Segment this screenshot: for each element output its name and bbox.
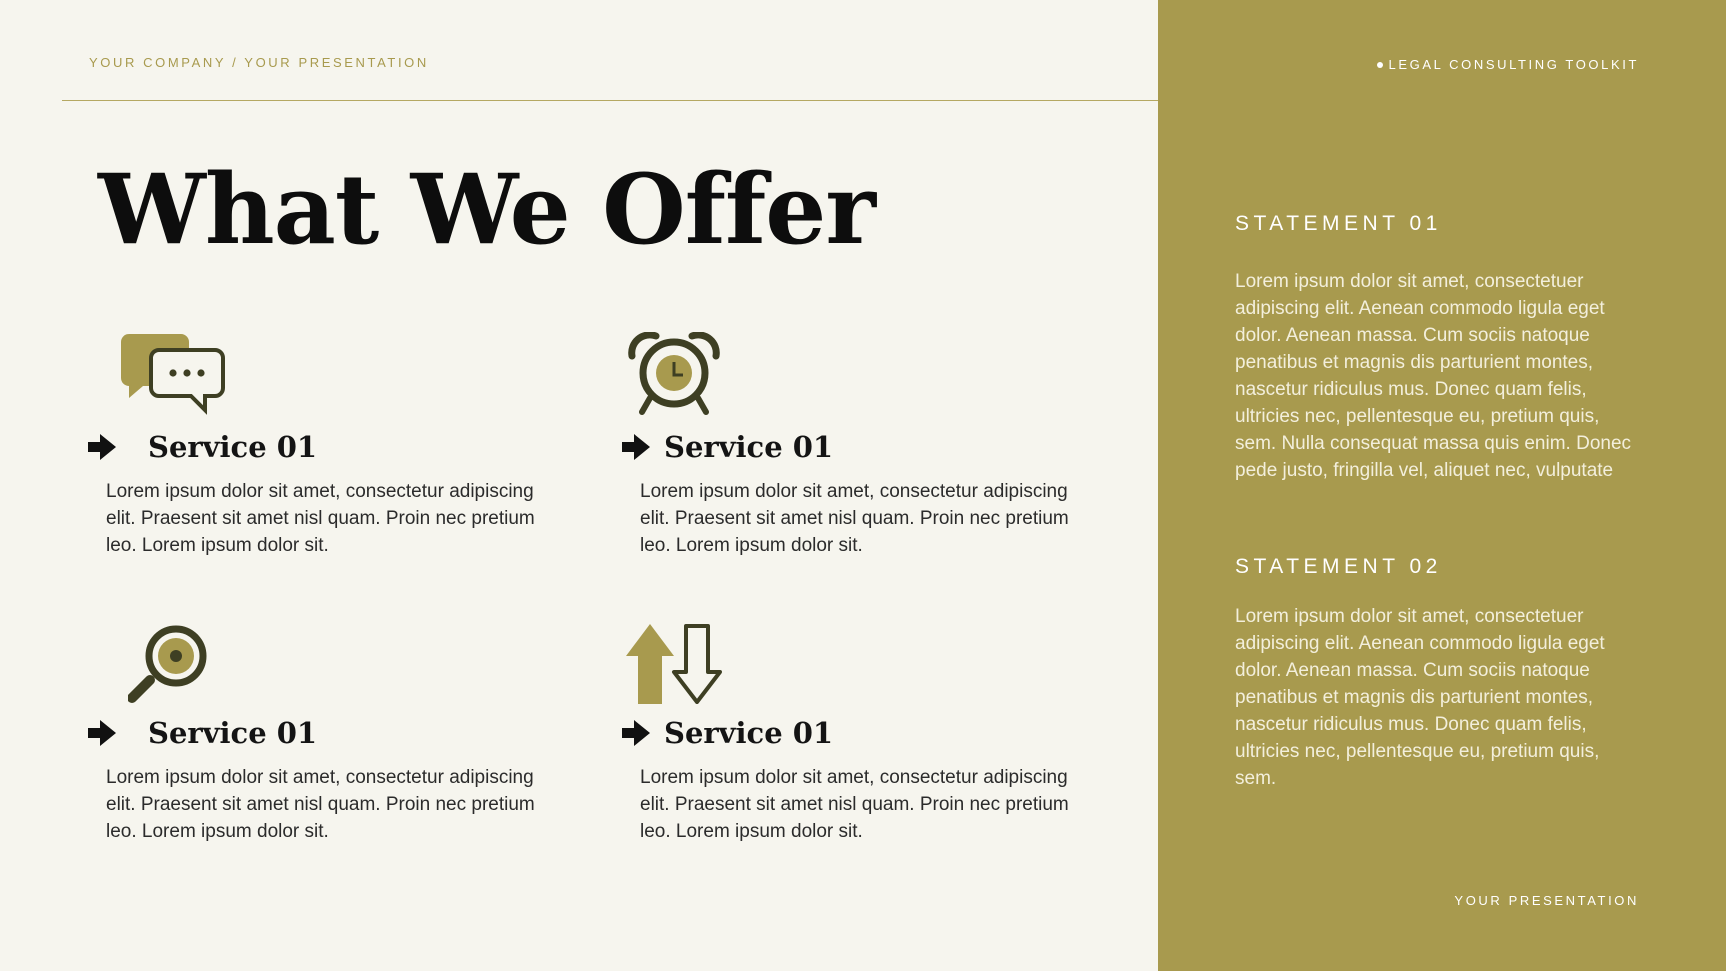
up-down-arrows-icon (626, 624, 722, 704)
magnifier-icon (128, 624, 212, 708)
breadcrumb: YOUR COMPANY / YOUR PRESENTATION (89, 55, 429, 70)
service-description: Lorem ipsum dolor sit amet, consectetur adipiscing elit. Praesent sit amet nisl quam. Proin nec pretium leo. Lorem ipsum dolor sit. (640, 767, 1069, 842)
chat-bubbles-icon (121, 334, 225, 416)
statement-text: Lorem ipsum dolor sit amet, consectetuer adipiscing elit. Aenean commodo ligula eget dolor. Aenean massa. Cum sociis natoque penatibus et magnis dis parturient montes, nascetur ridiculus mus. Donec quam felis, ultricies nec, pellentesque eu, pretium quis, sem. (1235, 606, 1605, 789)
service-description: Lorem ipsum dolor sit amet, consectetur adipiscing elit. Praesent sit amet nisl quam. Proin nec pretium leo. Lorem ipsum dolor sit. (640, 481, 1069, 556)
service-description: Lorem ipsum dolor sit amet, consectetur adipiscing elit. Praesent sit amet nisl quam. Proin nec pretium leo. Lorem ipsum dolor sit. (106, 767, 535, 842)
bullet-dot-icon (1377, 62, 1383, 68)
service-card (622, 616, 1082, 846)
service-title: Service 01 (664, 430, 834, 464)
arrow-right-icon (88, 720, 116, 746)
arrow-right-icon (622, 720, 650, 746)
service-title: Service 01 (664, 716, 834, 750)
alarm-clock-icon (628, 332, 720, 416)
service-card (88, 330, 548, 560)
service-title: Service 01 (148, 430, 318, 464)
arrow-right-icon (622, 434, 650, 460)
service-title: Service 01 (148, 716, 318, 750)
toolkit-label (1377, 57, 1639, 72)
service-card (88, 616, 548, 846)
statement-heading: STATEMENT 02 (1235, 555, 1442, 578)
statement-text: Lorem ipsum dolor sit amet, consectetuer adipiscing elit. Aenean commodo ligula eget dolor. Aenean massa. Cum sociis natoque penatibus et magnis dis parturient montes, nascetur ridiculus mus. Donec quam felis, ultricies nec, pellentesque eu, pretium quis, sem. Nulla consequat massa quis enim. Donec pede justo, fringilla vel, aliquet nec, vulputate (1235, 271, 1632, 481)
footer-label: YOUR PRESENTATION (1454, 893, 1639, 908)
arrow-right-icon (88, 434, 116, 460)
service-description: Lorem ipsum dolor sit amet, consectetur adipiscing elit. Praesent sit amet nisl quam. Proin nec pretium leo. Lorem ipsum dolor sit. (106, 481, 535, 556)
toolkit-label-text: LEGAL CONSULTING TOOLKIT (1388, 57, 1639, 72)
statement-pane (1158, 0, 1726, 971)
statement-heading: STATEMENT 01 (1235, 212, 1442, 235)
header-divider (62, 100, 1158, 101)
service-card (622, 330, 1082, 560)
page-title: What We Offer (98, 153, 875, 266)
